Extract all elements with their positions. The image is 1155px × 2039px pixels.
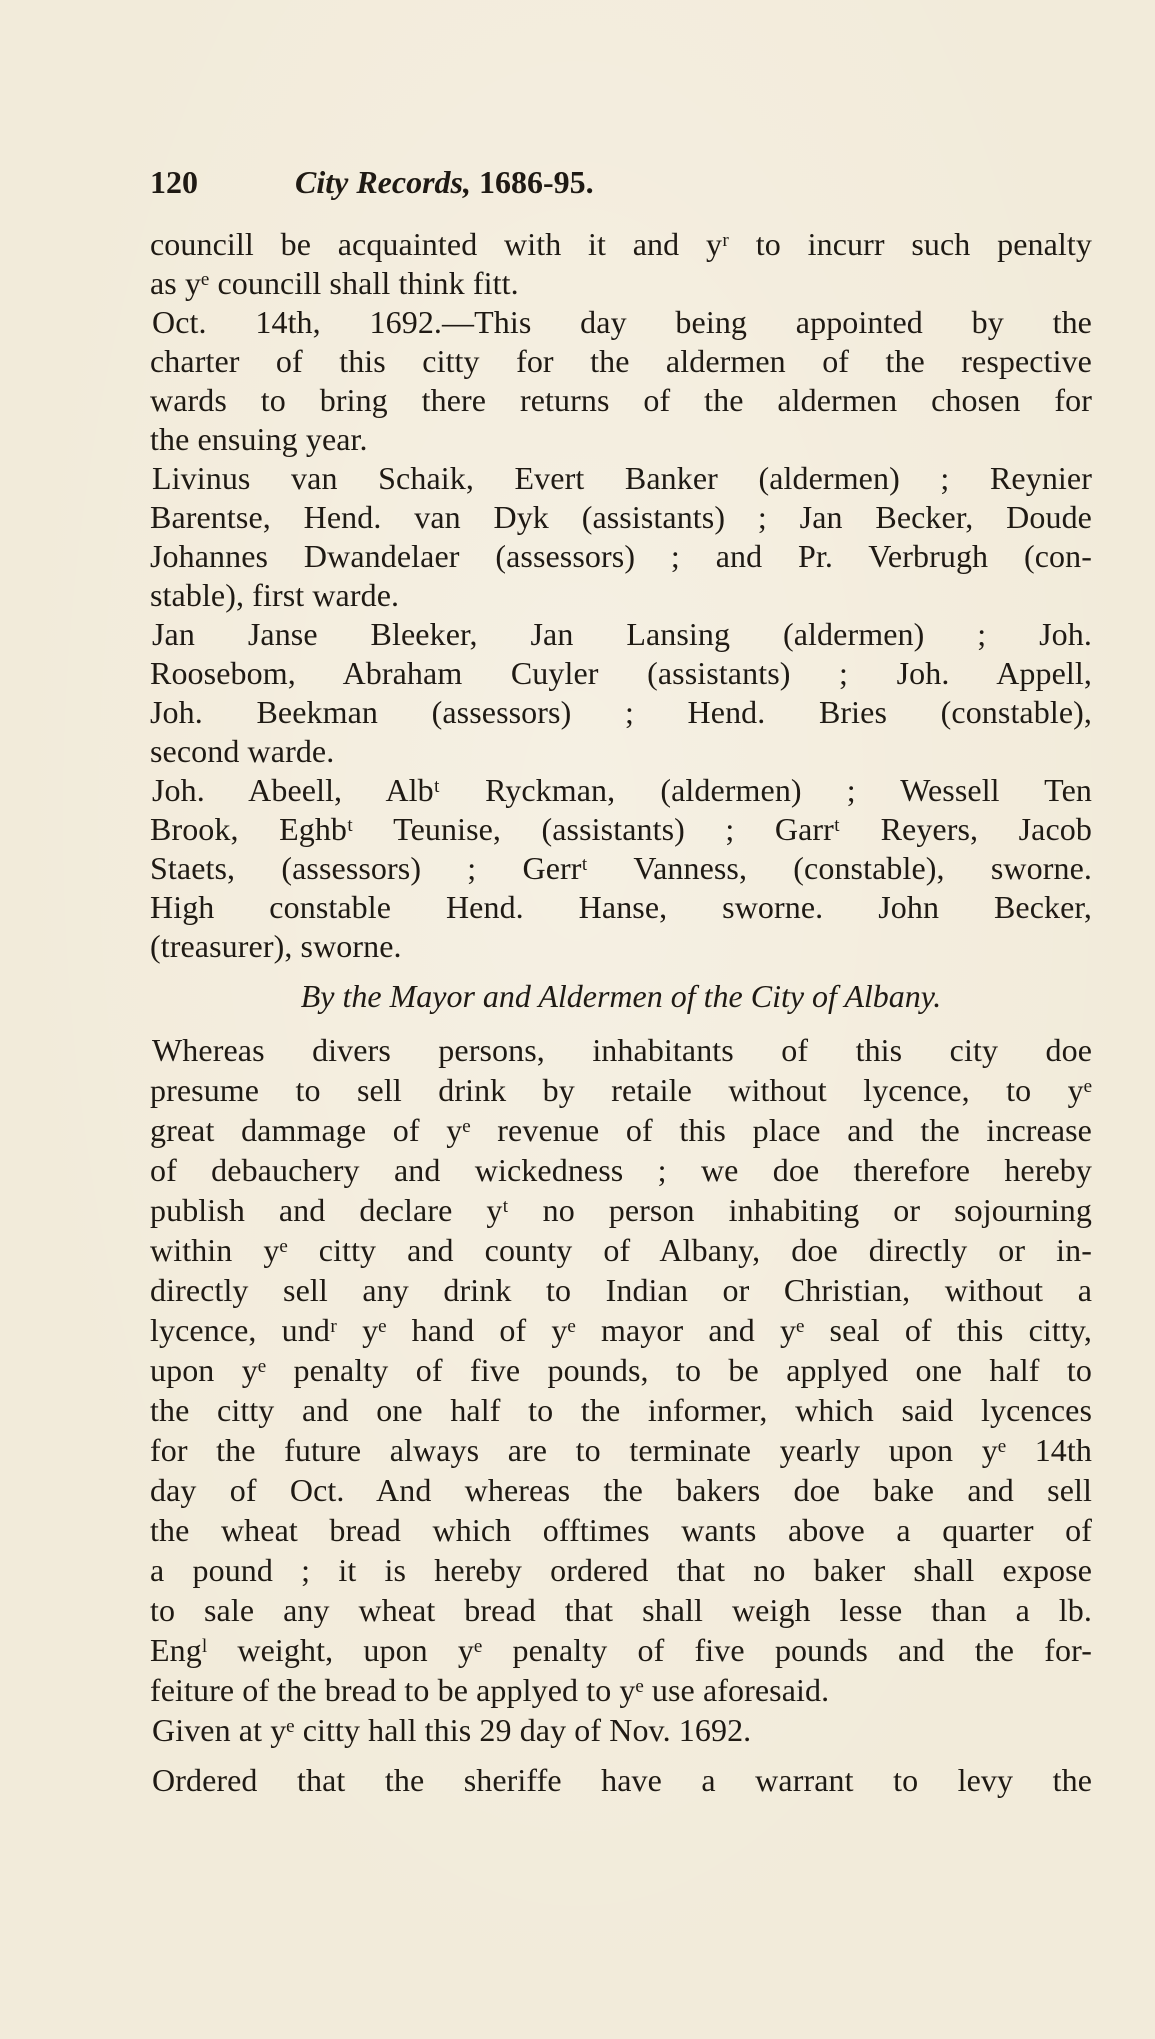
text-line: councill be acquainted with it and yʳ to incurr such penalty — [150, 226, 1092, 262]
running-header — [150, 158, 1105, 206]
text-line: Ordered that the sheriffe have a warrant to levy the — [152, 1762, 1092, 1798]
text-line: Joh. Abeell, Albᵗ Ryckman, (aldermen) ; Wessell Ten — [152, 772, 1092, 808]
text-line: feiture of the bread to be applyed to yᵉ use aforesaid. — [150, 1672, 830, 1708]
proclamation-heading: By the Mayor and Aldermen of the City of Albany. — [300, 978, 942, 1014]
text-line: as yᵉ councill shall think fitt. — [150, 265, 519, 301]
text-line: High constable Hend. Hanse, sworne. John Becker, — [150, 889, 1092, 925]
text-line: within yᵉ citty and county of Albany, doe directly or in- — [150, 1232, 1092, 1268]
text-line: upon yᵉ penalty of five pounds, to be applyed one half to — [150, 1352, 1092, 1388]
text-line: Barentse, Hend. van Dyk (assistants) ; Jan Becker, Doude — [150, 499, 1092, 535]
text-line: wards to bring there returns of the aldermen chosen for — [150, 382, 1092, 418]
text-line: publish and declare yᵗ no person inhabiting or sojourning — [150, 1192, 1092, 1228]
text-line: Livinus van Schaik, Evert Banker (aldermen) ; Reynier — [152, 460, 1092, 496]
text-line: Oct. 14th, 1692.—This day being appointed by the — [152, 304, 1092, 340]
text-line: Whereas divers persons, inhabitants of this city doe — [152, 1032, 1092, 1068]
text-line: Brook, Eghbᵗ Teunise, (assistants) ; Garrᵗ Reyers, Jacob — [150, 811, 1092, 847]
text-line: charter of this citty for the aldermen of the respective — [150, 343, 1092, 379]
text-line: second warde. — [150, 733, 335, 769]
text-line: the ensuing year. — [150, 421, 368, 457]
text-line: great dammage of yᵉ revenue of this place and the increase — [150, 1112, 1092, 1148]
text-line: Engˡ weight, upon yᵉ penalty of five pounds and the for- — [150, 1632, 1092, 1668]
running-title-text: City Records, — [295, 164, 471, 200]
running-title — [295, 158, 594, 206]
page-number: 120 — [150, 164, 198, 200]
running-title-years: 1686-95. — [478, 164, 594, 200]
text-line: day of Oct. And whereas the bakers doe bake and sell — [150, 1472, 1092, 1508]
text-line: stable), first warde. — [150, 577, 400, 613]
text-line: Joh. Beekman (assessors) ; Hend. Bries (constable), — [150, 694, 1092, 730]
text-line: lycence, undʳ yᵉ hand of yᵉ mayor and yᵉ seal of this citty, — [150, 1312, 1092, 1348]
text-line: Jan Janse Bleeker, Jan Lansing (aldermen) ; Joh. — [152, 616, 1092, 652]
text-line: presume to sell drink by retaile without lycence, to yᵉ — [150, 1072, 1092, 1108]
text-line: (treasurer), sworne. — [150, 928, 402, 964]
text-line: of debauchery and wickedness ; we doe therefore hereby — [150, 1152, 1092, 1188]
text-line: for the future always are to terminate yearly upon yᵉ 14th — [150, 1432, 1092, 1468]
text-line: to sale any wheat bread that shall weigh lesse than a lb. — [150, 1592, 1092, 1628]
text-line: Staets, (assessors) ; Gerrᵗ Vanness, (constable), sworne. — [150, 850, 1092, 886]
text-line: a pound ; it is hereby ordered that no baker shall expose — [150, 1552, 1092, 1588]
text-line: Roosebom, Abraham Cuyler (assistants) ; Joh. Appell, — [150, 655, 1092, 691]
text-line: Given at yᵉ citty hall this 29 day of Nov. 1692. — [152, 1712, 752, 1748]
text-line: directly sell any drink to Indian or Christian, without a — [150, 1272, 1092, 1308]
text-line: the wheat bread which offtimes wants above a quarter of — [150, 1512, 1092, 1548]
text-line: the citty and one half to the informer, which said lycences — [150, 1392, 1092, 1428]
text-line: Johannes Dwandelaer (assessors) ; and Pr. Verbrugh (con- — [150, 538, 1092, 574]
